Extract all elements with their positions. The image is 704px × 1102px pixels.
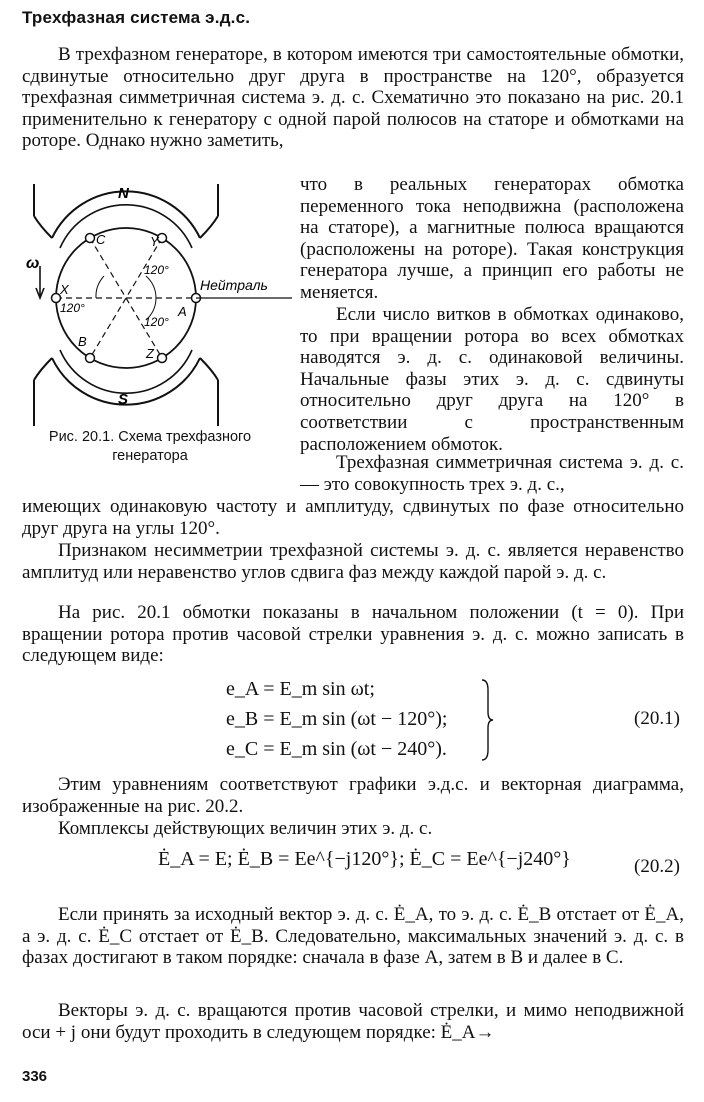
equations-20-1 xyxy=(226,678,686,762)
pole-n-arc-inner xyxy=(60,205,192,248)
equation-number-20-2: (20.2) xyxy=(634,856,680,877)
neutral-label: Нейтраль xyxy=(200,277,268,293)
generator-schematic xyxy=(20,176,292,426)
figure-generator-diagram xyxy=(20,176,292,458)
paragraph-complex: Комплексы действующих величин этих э. д. с. xyxy=(58,818,433,839)
equation-number-20-1: (20.1) xyxy=(634,708,680,729)
terminal-b-dot xyxy=(86,354,95,363)
terminal-a-label: A xyxy=(178,304,187,319)
section-heading: Трехфазная система э.д.с. xyxy=(22,8,251,27)
angle-label-2: 120° xyxy=(60,301,85,315)
terminal-b-label: B xyxy=(78,334,87,349)
paragraph-lag-order: Если принять за исходный вектор э. д. с. Ė_A, то э. д. с. Ė_B отстает от Ė_A, а э. д. с. Ė_C отстает от Ė_B. Следовательно, максимальных значений э. д. с. в фазах достигают в таком порядке: сначала в фазе A, затем в B и далее в C. xyxy=(22,904,684,969)
equation-20-2: Ė_A = E; Ė_B = Ee^{−j120°}; Ė_C = Ee^{−j240°} xyxy=(158,848,571,870)
terminal-y-dot xyxy=(158,234,167,243)
paragraph-initial-position: На рис. 20.1 обмотки показаны в начальном положении (t = 0). При вращении ротора против часовой стрелки уравнения э. д. с. можно записать в следующем виде: xyxy=(22,602,684,667)
terminal-x-label: X xyxy=(60,282,69,297)
paragraph-definition-side: Трехфазная симметричная система э. д. с. — это совокупность трех э. д. с., xyxy=(300,452,684,495)
terminal-z-label: Z xyxy=(146,346,154,361)
pole-n-label: N xyxy=(118,185,129,202)
equation-eb: e_B = E_m sin (ωt − 120°); xyxy=(226,708,448,730)
angle-label-1: 120° xyxy=(144,263,169,277)
paragraph-intro-side: что в реальных генераторах обмотка переменного тока неподвижна (расположена на статоре), а магнитные полюса вращаются (расположены на роторе). Такая конструкция генератора лучше, а принцип его работы не меняется. xyxy=(300,174,684,303)
pole-s-label: S xyxy=(118,391,129,408)
figure-caption: Рис. 20.1. Схема трехфазного генератора xyxy=(48,429,252,464)
page-number: 336 xyxy=(22,1068,48,1085)
terminal-c-dot xyxy=(86,234,95,243)
paragraph-rotation: Векторы э. д. с. вращаются против часовой стрелки, и мимо неподвижной оси + j они будут проходить в следующем порядке: Ė_A→ xyxy=(22,1000,684,1043)
terminal-c-label: C xyxy=(96,232,106,247)
omega-label: ω xyxy=(26,255,40,272)
terminal-y-label: Y xyxy=(150,234,159,249)
pole-s-arc-inner xyxy=(60,350,192,393)
equation-ec: e_C = E_m sin (ωt − 240°). xyxy=(226,738,447,760)
angle-label-3: 120° xyxy=(144,315,169,329)
equation-ea: e_A = E_m sin ωt; xyxy=(226,678,375,700)
right-brace xyxy=(480,678,494,762)
paragraph-intro-full: В трехфазном генераторе, в котором имеются три самостоятельные обмотки, сдвинутые относительно друг друга в пространстве на 120°, образуется трехфазная симметричная система э. д. с. Схематично это показано на рис. 20.1 применительно к генератору с одной парой полюсов на статоре и обмотками на роторе. Однако нужно заметить, xyxy=(22,44,684,152)
paragraph-graphs: Этим уравнениям соответствуют графики э.д.с. и векторная диаграмма, изображенные на рис. 20.2. xyxy=(22,774,684,817)
paragraph-equal-turns: Если число витков в обмотках одинаково, то при вращении ротора во всех обмотках наводятся э. д. с. одинаковой величины. Начальные фазы этих э. д. с. сдвинуты относительно друг друга на 120° в соответствии с пространственным расположением обмоток. xyxy=(300,304,684,455)
paragraph-definition-full: имеющих одинаковую частоту и амплитуду, сдвинутых по фазе относительно друг друга на углы 120°. xyxy=(22,496,684,539)
terminal-z-dot xyxy=(158,354,167,363)
paragraph-asymmetry: Признаком несимметрии трехфазной системы э. д. с. является неравенство амплитуд или неравенство углов сдвига фаз между каждой парой э. д. с. xyxy=(22,540,684,583)
